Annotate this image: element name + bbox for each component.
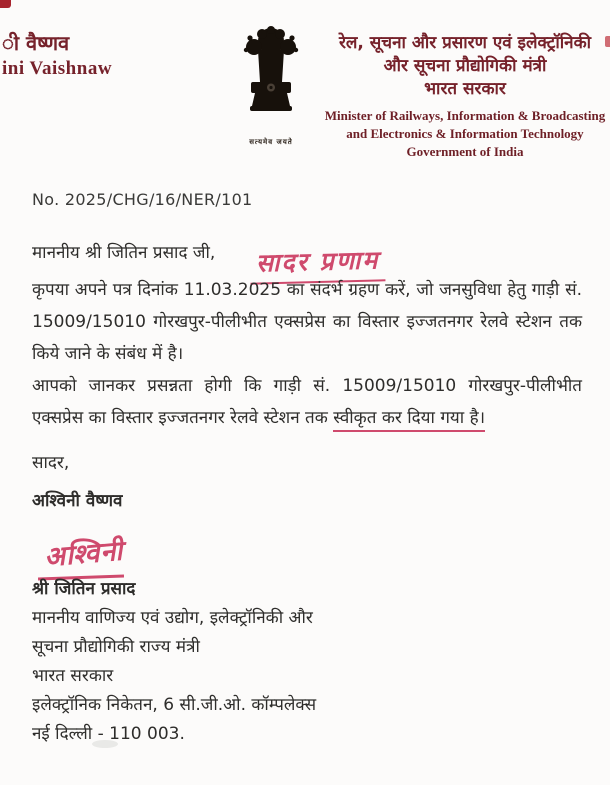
recipient-line: भारत सरकार [32, 666, 114, 686]
office-english-line2: and Electronics & Information Technology [346, 126, 584, 141]
sender-name-english: ini Vaishnaw [2, 58, 113, 79]
paragraph-2-lead: आपको जानकर प्रसन्नता होगी कि गाड़ी सं. 15009/15010 गोरखपुर-पीलीभीत एक्सप्रेस का विस्तार इज्जतनगर रेलवे स्टेशन तक [32, 376, 582, 428]
state-emblem-of-india-icon [238, 24, 304, 136]
letter-reference-number: No. 2025/CHG/16/NER/101 [32, 190, 253, 209]
recipient-line: सूचना प्रौद्योगिकी राज्य मंत्री [32, 637, 200, 657]
recipient-line: इलेक्ट्रॉनिक निकेतन, 6 सी.जी.ओ. कॉम्पलेक्स [32, 695, 317, 715]
paragraph-2-underlined-phrase: स्वीकृत कर दिया गया है। [333, 408, 485, 432]
letter-paragraph-1: कृपया अपने पत्र दिनांक 11.03.2025 का संदर्भ ग्रहण करें, जो जनसुविधा हेतु गाड़ी सं. 15009/15010 गोरखपुर-पीलीभीत एक्सप्रेस का विस्तार इज्जतनगर रेलवे स्टेशन तक किये जाने के संबंध में है। [32, 280, 582, 364]
handwritten-signature: अश्विनी [42, 535, 125, 574]
signatory-name: अश्विनी वैष्णव [32, 491, 123, 511]
recipient-line: माननीय वाणिज्य एवं उद्योग, इलेक्ट्रॉनिकी और [32, 608, 313, 628]
letterhead-sender-name [2, 30, 112, 82]
letter-closing: सादर, [32, 453, 70, 473]
letter-salutation: माननीय श्री जितिन प्रसाद जी, [32, 243, 216, 263]
letterhead-emblem [238, 24, 304, 147]
letter-paragraph-2 [32, 370, 582, 434]
office-hindi-line3: भारत सरकार [424, 79, 506, 99]
emblem-motto: सत्यमेव जयते [249, 138, 293, 146]
handwritten-greeting: सादर प्रणाम [250, 242, 386, 285]
office-hindi-line1: रेल, सूचना और प्रसारण एवं इलेक्ट्रॉनिकी [338, 33, 592, 53]
scan-mark-top-left-icon [0, 0, 11, 8]
recipient-name: श्री जितिन प्रसाद [32, 579, 136, 599]
letterhead-office-block [322, 32, 608, 161]
recipient-line: नई दिल्ली - 110 003. [32, 724, 185, 744]
office-english-line1: Minister of Railways, Information & Broadcasting [324, 108, 606, 123]
office-english-line3: Government of India [406, 144, 524, 159]
recipient-address-block [32, 574, 316, 749]
sender-name-hindi: ी वैष्णव [2, 31, 70, 55]
office-hindi-line2: और सूचना प्रौद्योगिकी मंत्री [383, 56, 547, 76]
